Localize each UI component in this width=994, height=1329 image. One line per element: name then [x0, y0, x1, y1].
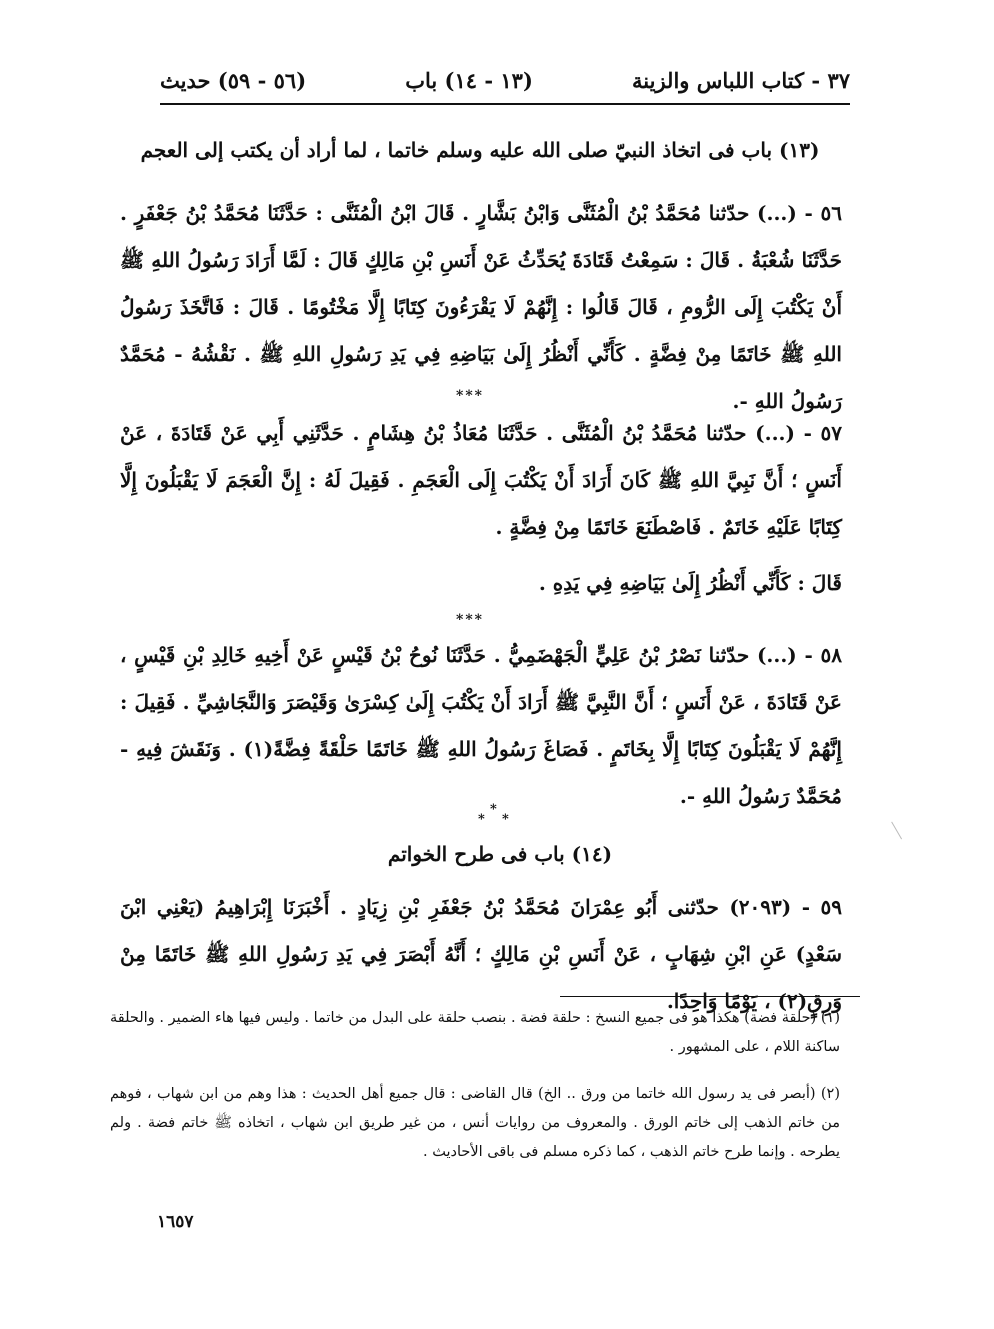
star-right: *	[502, 812, 509, 827]
star-top: *	[490, 802, 497, 817]
hadith-56: ٥٦ - (...) حدّثنا مُحَمَّدُ بْنُ الْمُثَنَّى وَابْنُ بَشَّارٍ . قَالَ ابْنُ الْمُثَنَّى : حَدَّثَنَا مُحَمَّدُ بْنُ جَعْفَرٍ . حَدَّثَنَا شُعْبَةُ . قَالَ : سَمِعْتُ قَتَادَةَ يُحَدِّثُ عَنْ أَنَسِ بْنِ مَالِكٍ قَالَ : لَمَّا أَرَادَ رَسُولُ اللهِ ﷺ أَنْ يَكْتُبَ إِلَى الرُّومِ ، قَالَ قَالُوا : إِنَّهُمْ لَا يَقْرَءُونَ كِتَابًا إِلَّا مَخْتُومًا . قَالَ : فَاتَّخَذَ رَسُولُ اللهِ ﷺ خَاتَمًا مِنْ فِضَّةٍ . كَأَنِّي أَنْظُرُ إِلَىٰ بَيَاضِهِ فِي يَدِ رَسُولِ اللهِ ﷺ . نَقْشُهُ - مُحَمَّدٌ رَسُولُ اللهِ -.	[120, 201, 842, 413]
chapter-14-title: (١٤) باب فى طرح الخواتم	[387, 842, 613, 866]
header-bab-range: (١٣ - ١٤) باب	[405, 67, 533, 93]
header-book-title: ٣٧ - كتاب اللباس والزينة	[632, 67, 850, 93]
chapter-13-title: (١٣) باب فى اتخاذ النبيّ صلى الله عليه وسلم خاتما ، لما أراد أن يكتب إلى العجم	[140, 138, 820, 162]
footnote-rule	[560, 996, 860, 997]
header-hadith-range: (٥٦ - ٥٩) حديث	[160, 67, 307, 93]
hadith-57-continuation: قَالَ : كَأَنِّي أَنْظُرُ إِلَىٰ بَيَاضِهِ فِي يَدِهِ .	[538, 571, 842, 595]
footnote-2: (٢) (أبصر فى يد رسول الله خاتما من ورق .. الخ) قال القاضى : قال جميع أهل الحديث : هذا وهم من ابن شهاب ، فوهم من خاتم الذهب إلى خاتم الورق . والمعروف من روايات أنس ، من غير طريق ابن شهاب ، اتخاذه ﷺ خاتم فضة . ولم يطرحه . وإنما طرح خاتم الذهب ، كما ذكره مسلم فى باقى الأحاديث .	[110, 1086, 840, 1160]
hadith-59: ٥٩ - (٢٠٩٣) حدّثنى أَبُو عِمْرَانَ مُحَمَّدُ بْنُ جَعْفَرِ بْنِ زِيَادٍ . أَخْبَرَنَا إِبْرَاهِيمُ (يَعْنِي ابْنَ سَعْدٍ) عَنِ ابْنِ شِهَابٍ ، عَنْ أَنَسِ بْنِ مَالِكٍ ؛ أَنَّهُ أَبْصَرَ فِي يَدِ رَسُولِ اللهِ ﷺ خَاتَمًا مِنْ وَرِقٍ(٢) ، يَوْمًا وَاحِدًا.	[120, 895, 842, 1013]
stars-separator-2: ***	[456, 612, 484, 628]
hadith-57: ٥٧ - (...) حدّثنا مُحَمَّدُ بْنُ الْمُثَنَّى . حَدَّثَنَا مُعَاذُ بْنُ هِشَامٍ . حَدَّثَنِي أَبِي عَنْ قَتَادَةَ ، عَنْ أَنَسٍ ؛ أَنَّ نَبِيَّ اللهِ ﷺ كَانَ أَرَادَ أَنْ يَكْتُبَ إِلَى الْعَجَمِ . فَقِيلَ لَهُ : إِنَّ الْعَجَمَ لَا يَقْبَلُونَ إِلَّا كِتَابًا عَلَيْهِ خَاتَمٌ . فَاصْطَنَعَ خَاتَمًا مِنْ فِضَّةٍ .	[120, 421, 842, 539]
stars-separator-1: ***	[456, 388, 484, 404]
scan-mark	[891, 821, 904, 840]
page-number: ١٦٥٧	[157, 1212, 194, 1232]
footnote-1: (١) (حلقة فضة) هكذا هو فى جميع النسخ : حلقة فضة . بنصب حلقة على البدل من خاتما . وليس فيها هاء الضمير . والحلقة ساكنة اللام ، على المشهور .	[110, 1010, 840, 1055]
stars-separator-3	[470, 800, 530, 832]
star-left: *	[478, 812, 485, 827]
running-header	[160, 62, 850, 98]
header-rule	[160, 103, 850, 105]
hadith-58: ٥٨ - (...) حدّثنا نَصْرُ بْنُ عَلِيٍّ الْجَهْضَمِيُّ . حَدَّثَنَا نُوحُ بْنُ قَيْسٍ عَنْ أَخِيهِ خَالِدِ بْنِ قَيْسٍ ، عَنْ قَتَادَةَ ، عَنْ أَنَسٍ ؛ أَنَّ النَّبِيَّ ﷺ أَرَادَ أَنْ يَكْتُبَ إِلَىٰ كِسْرَىٰ وَقَيْصَرَ وَالنَّجَاشِيِّ . فَقِيلَ : إِنَّهُمْ لَا يَقْبَلُونَ كِتَابًا إِلَّا بِخَاتَمٍ . فَصَاغَ رَسُولُ اللهِ ﷺ خَاتَمًا حَلْقَةً فِضَّةً(١) . وَنَقَشَ فِيهِ - مُحَمَّدٌ رَسُولُ اللهِ -.	[120, 643, 842, 808]
